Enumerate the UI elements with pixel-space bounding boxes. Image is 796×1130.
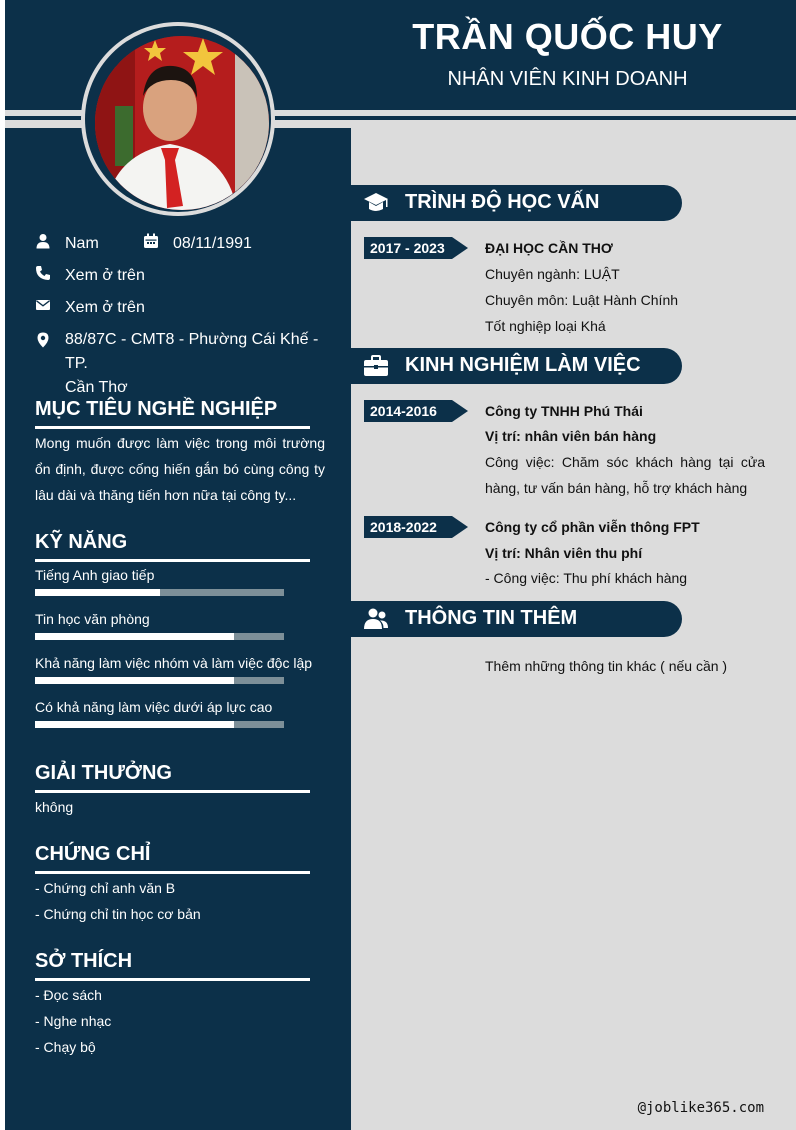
calendar-icon [143,233,159,249]
envelope-icon [35,297,51,313]
phone-value: Xem ở trên [65,267,145,284]
education-grade: Tốt nghiệp loại Khá [485,318,606,334]
email-row [35,296,335,320]
watermark: @joblike365.com [637,1100,764,1116]
awards-heading: GIẢI THƯỞNG [35,762,172,784]
education-specialty: Chuyên môn: Luật Hành Chính [485,292,679,308]
skill-bar-fill [35,589,160,596]
avatar [95,36,269,210]
skill-label: Tiếng Anh giao tiếp [35,567,155,583]
certificates-heading: CHỨNG CHỈ [35,843,151,865]
avatar-frame [81,22,275,216]
user-icon [35,233,51,249]
job-date-tag [364,400,468,422]
education-major: Chuyên ngành: LUẬT [485,266,620,282]
skill-bar [35,633,284,640]
education-heading: TRÌNH ĐỘ HỌC VẤN [405,191,600,213]
job-duties: Công việc: Chăm sóc khách hàng tại cửa hàng, tư vấn bán hàng, hỗ trợ khách hàng [485,454,765,496]
skill-label: Khả năng làm việc nhóm và làm việc độc lập [35,655,313,671]
skill-bar [35,589,284,596]
job-duties: - Công việc: Thu phí khách hàng [485,570,688,586]
skill-label: Tin học văn phòng [35,611,150,627]
candidate-name: TRẦN QUỐC HUY [412,16,723,57]
certificate-item: - Chứng chỉ anh văn B [35,880,176,896]
gender-value: Nam [65,235,99,252]
hobby-item: - Đọc sách [35,987,102,1003]
phone-row [35,264,335,288]
additional-heading: THÔNG TIN THÊM [405,607,578,629]
job-position: Vị trí: nhân viên bán hàng [485,428,657,444]
graduation-cap-icon [363,191,389,215]
education-period: 2017 - 2023 [364,237,452,259]
skills-rule [35,559,310,562]
email-value: Xem ở trên [65,299,145,316]
address-row [35,328,345,396]
awards-rule [35,790,310,793]
education-header [351,185,682,221]
hobbies-rule [35,978,310,981]
certificates-rule [35,871,310,874]
skill-label: Có khả năng làm việc dưới áp lực cao [35,699,273,715]
briefcase-icon [363,354,389,378]
gender-row [35,232,155,256]
phone-icon [35,265,51,281]
experience-header [351,348,682,384]
objective-rule [35,426,310,429]
job-position: Vị trí: Nhân viên thu phí [485,545,643,561]
job-company: Công ty TNHH Phú Thái [485,403,643,419]
birthday-value: 08/11/1991 [173,235,252,252]
objective-heading: MỤC TIÊU NGHỀ NGHIỆP [35,398,278,420]
job-date-tag [364,516,468,538]
experience-heading: KINH NGHIỆM LÀM VIỆC [405,354,641,376]
objective-text: Mong muốn được làm việc trong môi trường ổn định, được cống hiến gắn bó cùng công ty lâu dài và thăng tiến hơn nữa tại công ty... [35,435,325,503]
additional-header [351,601,682,637]
job-company: Công ty cổ phần viễn thông FPT [485,519,700,535]
users-icon [363,607,389,631]
skills-heading: KỸ NĂNG [35,531,128,553]
hobby-item: - Chạy bộ [35,1039,96,1055]
avatar-photo [95,36,269,210]
address-line-2: Cần Thơ [65,379,128,396]
skill-bar-fill [35,677,234,684]
education-date-tag [364,237,468,259]
address-line-1: 88/87C - CMT8 - Phường Cái Khế - TP. [65,331,319,372]
hobby-item: - Nghe nhạc [35,1013,112,1029]
additional-text: Thêm những thông tin khác ( nếu cần ) [485,658,728,674]
resume-page [5,0,796,1130]
skill-bar-fill [35,633,234,640]
hobbies-heading: SỞ THÍCH [35,950,133,972]
award-item: không [35,799,74,815]
skill-bar [35,721,284,728]
education-school: ĐẠI HỌC CẦN THƠ [485,240,613,256]
job-period: 2014-2016 [364,400,452,422]
certificate-item: - Chứng chỉ tin học cơ bản [35,906,201,922]
skill-bar [35,677,284,684]
candidate-title: NHÂN VIÊN KINH DOANH [447,68,688,90]
birthday-row [143,232,343,256]
location-pin-icon [35,332,51,348]
skill-bar-fill [35,721,234,728]
job-period: 2018-2022 [364,516,452,538]
